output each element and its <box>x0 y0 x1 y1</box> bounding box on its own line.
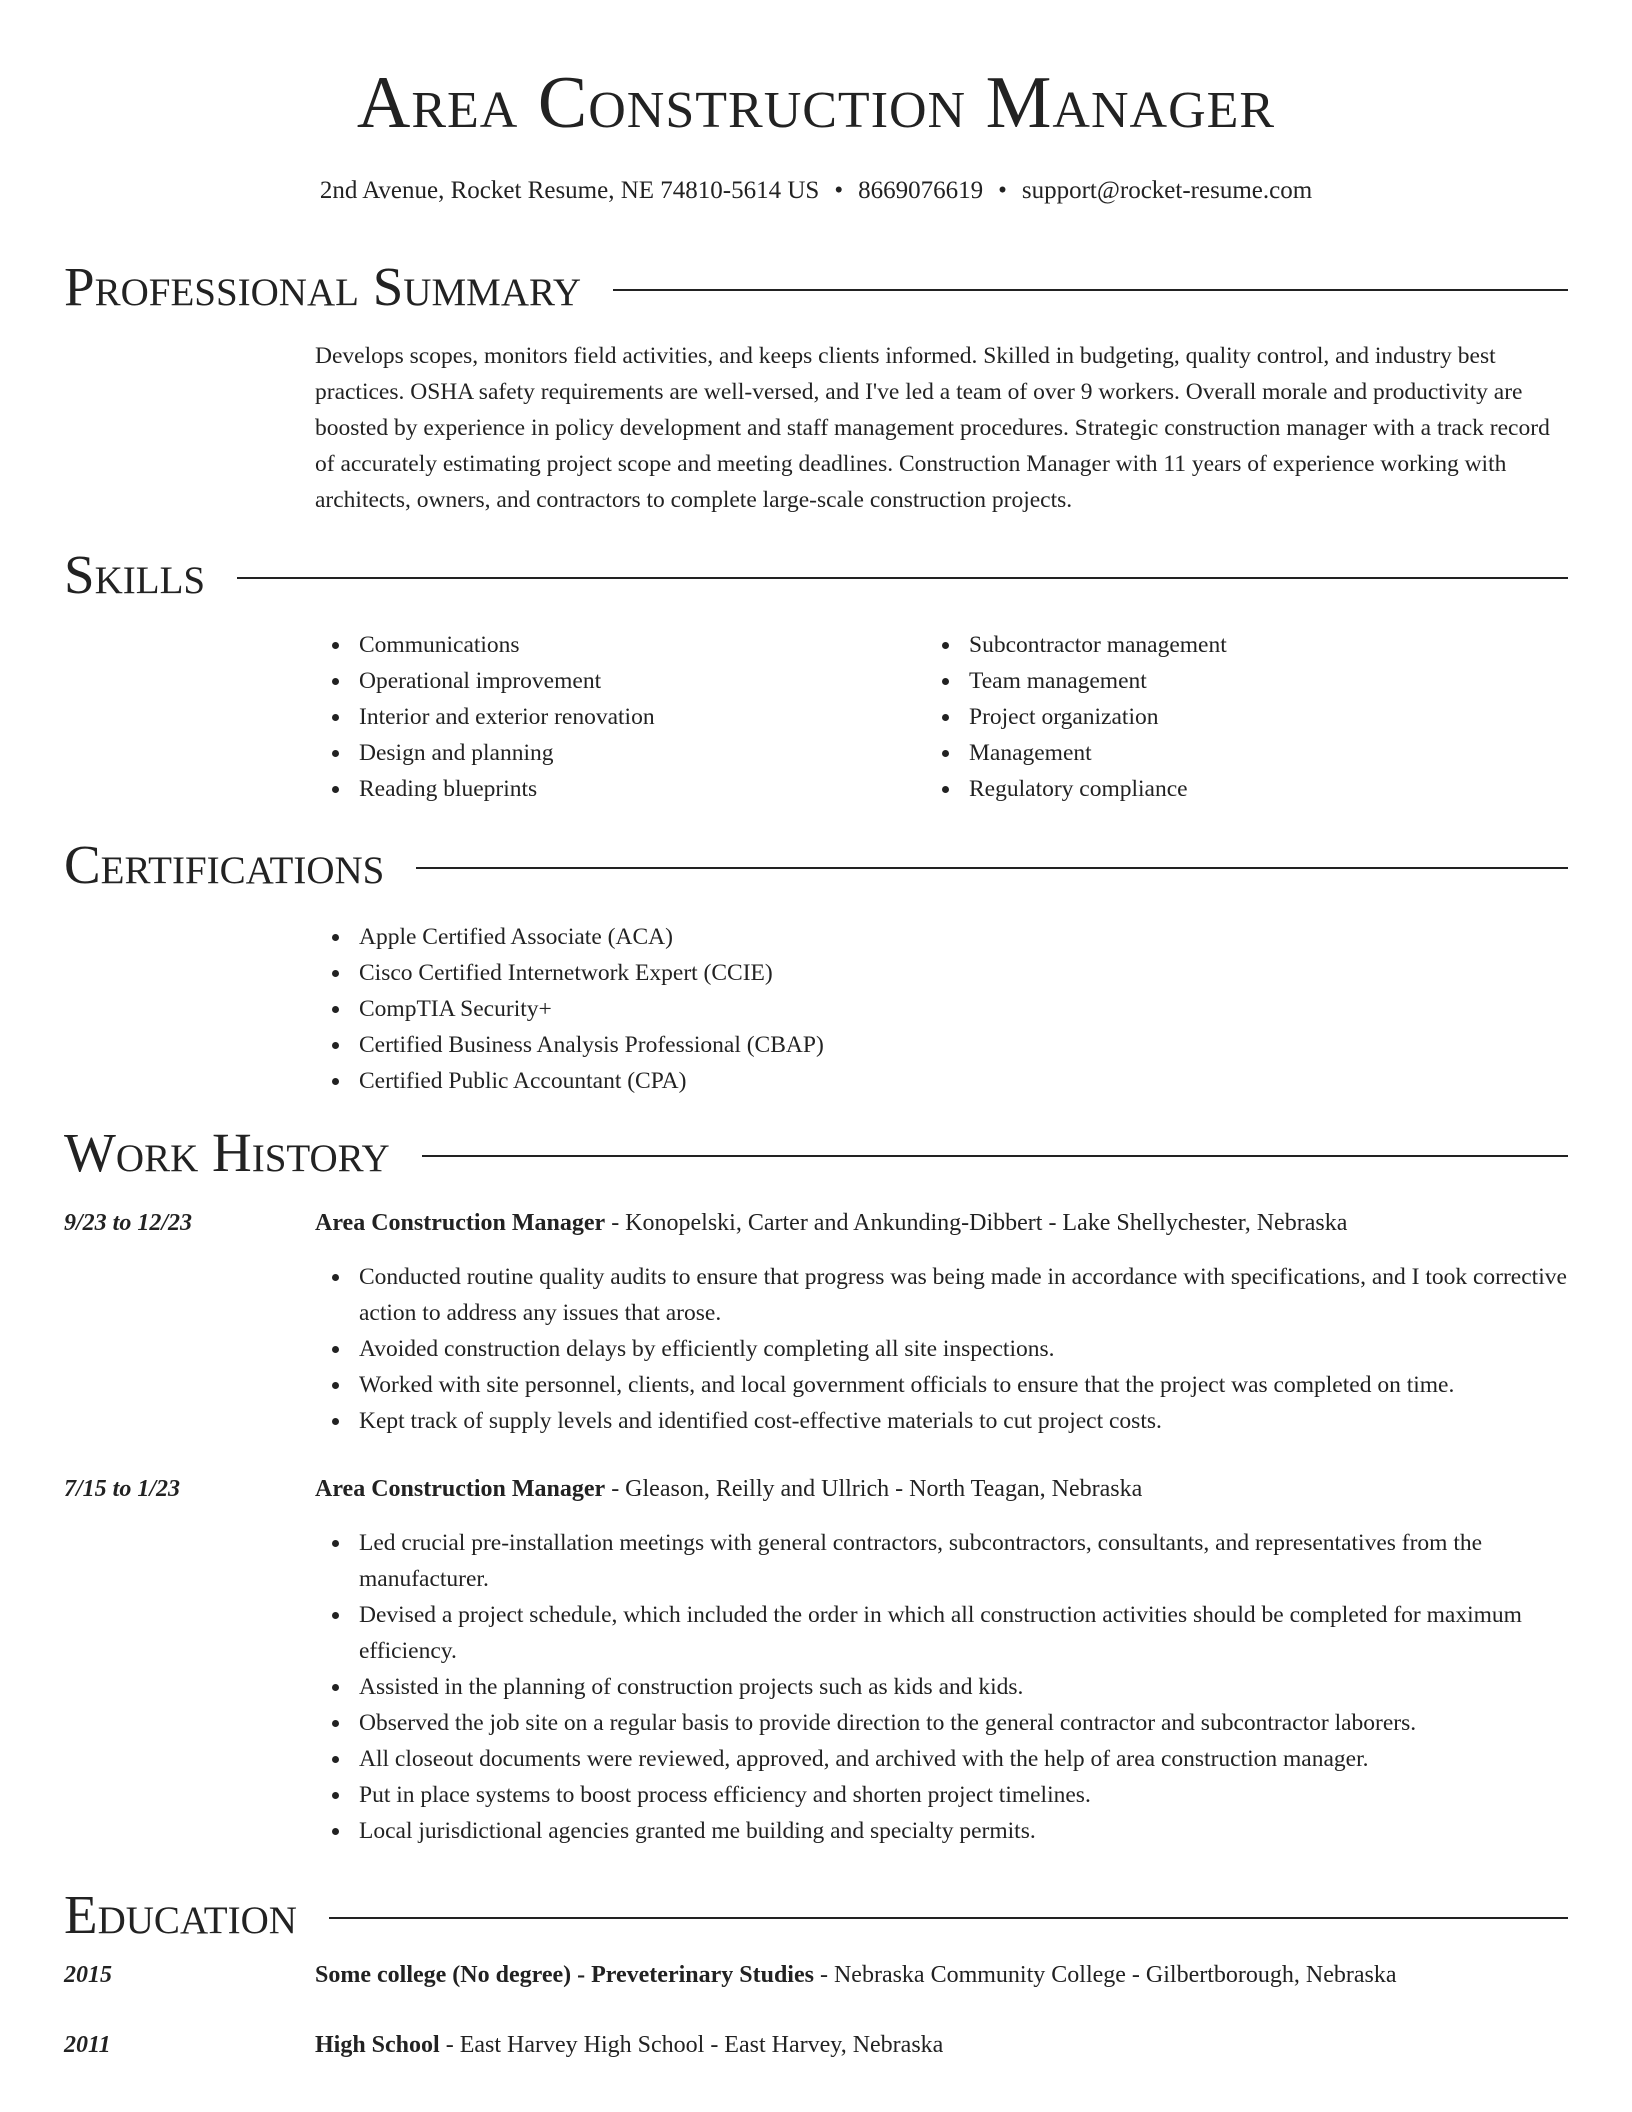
job-heading <box>315 1205 1567 1241</box>
section-title: Certifications <box>64 834 385 895</box>
education-entry <box>315 1957 1567 1993</box>
certification-item: Apple Certified Associate (ACA) <box>359 919 1567 955</box>
summary-text: Develops scopes, monitors field activities, and keeps clients informed. Skilled in budgeting, quality control, and industry best practices. OSHA safety requirements are well-versed, and I've led a team of over 9 workers. Overall morale and productivity are boosted by experience in policy development and staff management procedures. Strategic construction manager with a track record of accurately estimating project scope and meeting deadlines. Construction Manager with 11 years of experience working with architects, owners, and contractors to complete large-scale construction projects. <box>315 343 1550 513</box>
contact-separator: • <box>998 177 1007 204</box>
skill-item: Management <box>969 735 1525 771</box>
responsibility-item: Observed the job site on a regular basis to provide direction to the general contractor and subcontractor laborers. <box>359 1705 1567 1741</box>
section-divider <box>613 289 1568 291</box>
section-header-certifications <box>64 830 1568 900</box>
education-school: - Nebraska Community College - Gilbertborough, Nebraska <box>813 1962 1397 1988</box>
skill-item: Subcontractor management <box>969 627 1525 663</box>
skill-item: Interior and exterior renovation <box>359 699 915 735</box>
responsibility-item: All closeout documents were reviewed, approved, and archived with the help of area construction manager. <box>359 1741 1567 1777</box>
responsibility-item: Put in place systems to boost process efficiency and shorten project timelines. <box>359 1777 1567 1813</box>
section-divider <box>329 1917 1568 1919</box>
responsibility-item: Worked with site personnel, clients, and local government officials to ensure that the project was completed on time. <box>359 1367 1567 1403</box>
section-title: Education <box>64 1884 297 1945</box>
skill-item: Regulatory compliance <box>969 771 1525 807</box>
certification-item: Cisco Certified Internetwork Expert (CCIE) <box>359 955 1567 991</box>
section-header-work-history <box>64 1118 1568 1188</box>
section-divider <box>237 577 1568 579</box>
job-title: Area Construction Manager <box>315 1476 606 1502</box>
skill-item: Communications <box>359 627 915 663</box>
section-header-education <box>64 1880 1568 1950</box>
skill-item: Operational improvement <box>359 663 915 699</box>
job-employer: - Konopelski, Carter and Ankunding-Dibbert - Lake Shellychester, Nebraska <box>605 1210 1348 1236</box>
responsibility-item: Devised a project schedule, which included the order in which all construction activities should be completed for maximum efficiency. <box>359 1597 1567 1669</box>
job-title: Area Construction Manager <box>315 1210 606 1236</box>
responsibility-item: Kept track of supply levels and identified cost-effective materials to cut project costs. <box>359 1403 1567 1439</box>
contact-line <box>0 174 1632 208</box>
contact-separator: • <box>834 177 844 204</box>
responsibility-item: Led crucial pre-installation meetings with general contractors, subcontractors, consultants, and representatives from the manufacturer. <box>359 1525 1567 1597</box>
section-header-skills <box>64 540 1568 610</box>
education-entry <box>315 2027 1567 2063</box>
job-employer: - Gleason, Reilly and Ullrich - North Teagan, Nebraska <box>605 1476 1143 1502</box>
education-degree: Some college (No degree) - Preveterinary Studies <box>315 1962 814 1988</box>
responsibility-item: Assisted in the planning of construction projects such as kids and kids. <box>359 1669 1567 1705</box>
responsibility-item: Avoided construction delays by efficiently completing all site inspections. <box>359 1331 1567 1367</box>
skill-item: Team management <box>969 663 1525 699</box>
job-responsibilities <box>315 1525 1567 1849</box>
section-title: Work History <box>64 1122 390 1183</box>
section-header-summary <box>64 252 1568 322</box>
certification-item: Certified Public Accountant (CPA) <box>359 1063 1567 1099</box>
education-school: - East Harvey High School - East Harvey, Nebraska <box>439 2032 944 2058</box>
job-heading <box>315 1471 1567 1507</box>
certification-item: Certified Business Analysis Professional (CBAP) <box>359 1027 1567 1063</box>
responsibility-item: Conducted routine quality audits to ensure that progress was being made in accordance with specifications, and I took corrective action to address any issues that arose. <box>359 1259 1567 1331</box>
skill-item: Design and planning <box>359 735 915 771</box>
responsibility-item: Local jurisdictional agencies granted me building and specialty permits. <box>359 1813 1567 1849</box>
education-year: 2011 <box>64 2032 111 2058</box>
section-divider <box>416 867 1568 869</box>
education-degree: High School <box>315 2032 440 2058</box>
section-divider <box>422 1155 1568 1157</box>
skill-item: Project organization <box>969 699 1525 735</box>
contact-address: 2nd Avenue, Rocket Resume, NE 74810-5614 US <box>319 177 820 204</box>
skill-item: Reading blueprints <box>359 771 915 807</box>
skills-column-right <box>925 627 1525 807</box>
section-title: Professional Summary <box>64 256 582 317</box>
certifications-list <box>315 919 1567 1099</box>
resume-name: Area Construction Manager <box>356 62 1276 144</box>
job-responsibilities <box>315 1259 1567 1439</box>
certification-item: CompTIA Security+ <box>359 991 1567 1027</box>
contact-phone: 8669076619 <box>858 177 984 204</box>
skills-column-left <box>315 627 915 807</box>
contact-email: support@rocket-resume.com <box>1021 177 1313 204</box>
section-title: Skills <box>64 544 206 605</box>
job-dates: 9/23 to 12/23 <box>64 1210 193 1236</box>
job-dates: 7/15 to 1/23 <box>64 1476 181 1502</box>
education-year: 2015 <box>64 1962 112 1988</box>
